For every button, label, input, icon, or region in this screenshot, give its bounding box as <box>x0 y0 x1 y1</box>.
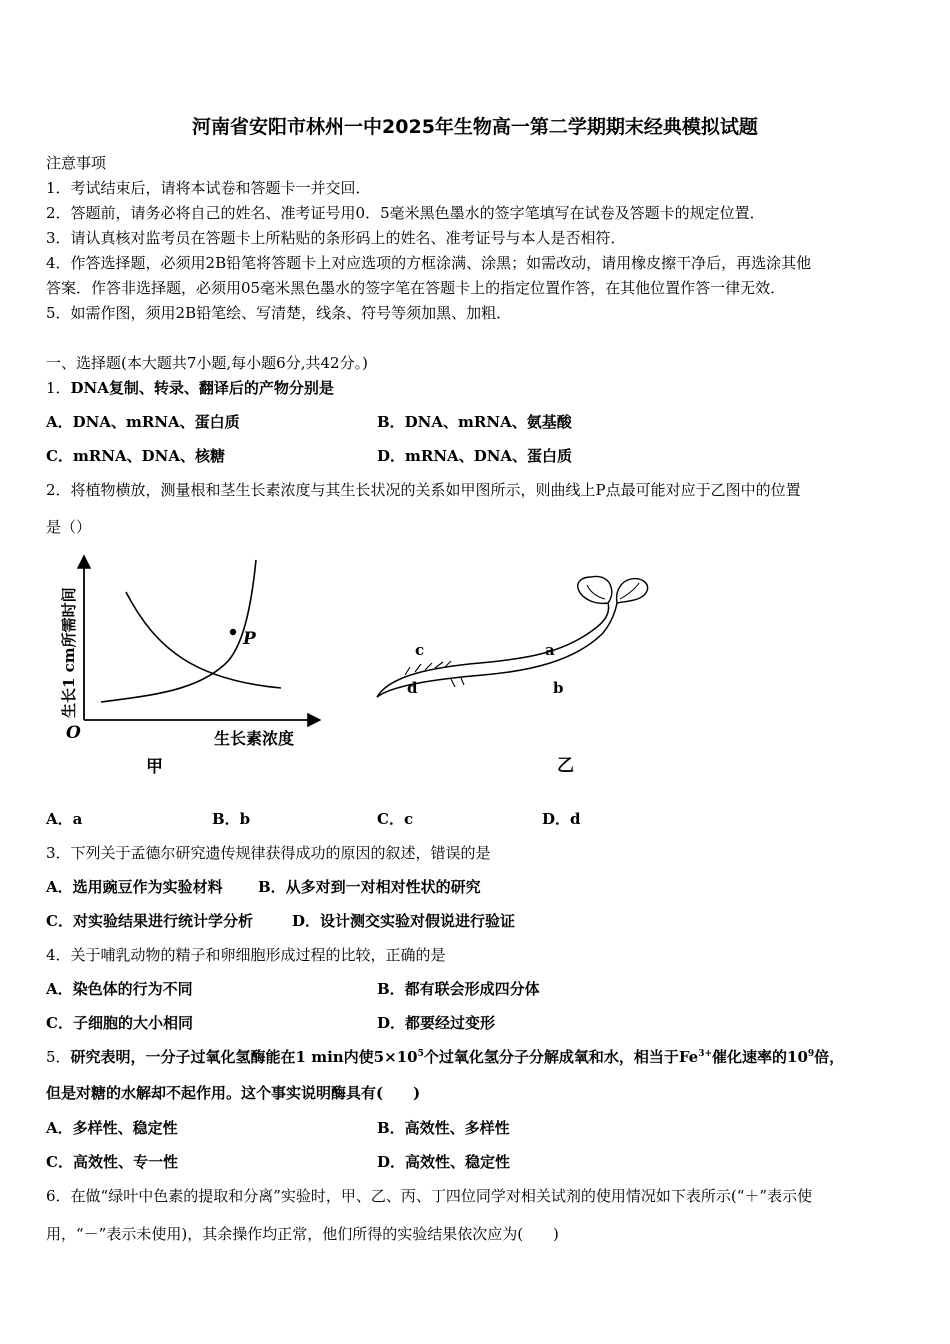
question-4 <box>46 944 446 965</box>
label-b: b <box>553 679 564 697</box>
q1-option-b[interactable]: B．DNA、mRNA、氨基酸 <box>377 413 572 431</box>
q1-option-d[interactable]: D．mRNA、DNA、蛋白质 <box>377 447 573 465</box>
q1-option-c[interactable]: C．mRNA、DNA、核糖 <box>46 447 225 465</box>
question-number: 3． <box>46 844 71 862</box>
graph-jia <box>46 550 346 790</box>
q3-option-c[interactable]: C．对实验结果进行统计学分析 <box>46 912 253 930</box>
q2-option-a[interactable]: A．a <box>46 810 83 828</box>
notice-item: 2．答题前，请务必将自己的姓名、准考证号用0．5毫米黑色墨水的签字笔填写在试卷及答题卡的规定位置． <box>46 204 765 222</box>
question-stem: 将植物横放，测量根和茎生长素浓度与其生长状况的关系如甲图所示，则曲线上P点最可能对应于乙图中的位置 <box>70 481 801 499</box>
seedling-yi <box>365 575 665 785</box>
notice-item: 3．请认真核对监考员在答题卡上所粘贴的条形码上的姓名、准考证号与本人是否相符． <box>46 229 626 247</box>
q3-option-a[interactable]: A．选用豌豆作为实验材料 <box>46 878 223 896</box>
q4-option-a[interactable]: A．染色体的行为不同 <box>46 980 193 998</box>
q5-option-b[interactable]: B．高效性、多样性 <box>377 1119 510 1137</box>
x-axis-label: 生长素浓度 <box>214 729 295 748</box>
question-2-stem-cont: 是（） <box>46 518 92 536</box>
q4-option-b[interactable]: B．都有联会形成四分体 <box>377 980 540 998</box>
question-6 <box>46 1185 812 1206</box>
notice-item: 1．考试结束后，请将本试卷和答题卡一并交回． <box>46 179 371 197</box>
question-number: 4． <box>46 946 71 964</box>
notice-item: 5．如需作图，须用2B铅笔绘、写清楚，线条、符号等须加黑、加粗． <box>46 304 512 322</box>
label-d: d <box>407 679 418 697</box>
question-number: 6． <box>46 1187 71 1205</box>
label-c: c <box>415 641 425 659</box>
q2-option-d[interactable]: D．d <box>542 810 581 828</box>
decreasing-curve <box>126 592 281 688</box>
question-5-stem-cont: 但是对糖的水解却不起作用。这个事实说明酶具有( ) <box>46 1084 421 1102</box>
question-number: 2． <box>46 481 71 499</box>
q3-option-b[interactable]: B．从多对到一对相对性状的研究 <box>258 878 481 896</box>
question-stem: 关于哺乳动物的精子和卵细胞形成过程的比较，正确的是 <box>70 946 446 964</box>
origin-label: O <box>66 723 81 743</box>
question-stem: 在做“绿叶中色素的提取和分离”实验时，甲、乙、丙、丁四位同学对相关试剂的使用情况如下表所示(“＋”表示使 <box>70 1187 813 1205</box>
q3-option-d[interactable]: D．设计测交实验对假说进行验证 <box>292 912 516 930</box>
question-2 <box>46 479 801 500</box>
q1-option-a[interactable]: A．DNA、mRNA、蛋白质 <box>46 413 240 431</box>
figure-caption-yi: 乙 <box>557 756 574 776</box>
question-3 <box>46 842 491 863</box>
question-number: 1． <box>46 379 71 397</box>
y-axis-label: 生长1 cm所需时间 <box>60 587 78 718</box>
question-number: 5． <box>46 1048 71 1066</box>
figure-caption-jia: 甲 <box>146 757 163 777</box>
question-stem: DNA复制、转录、翻译后的产物分别是 <box>70 379 334 397</box>
notice-item: 4．作答选择题，必须用2B铅笔将答题卡上对应选项的方框涂满、涂黑；如需改动，请用橡皮擦干净后，再选涂其他 <box>46 254 812 272</box>
question-stem: 研究表明，一分子过氧化氢酶能在1 min内使$5\times 10^5$个过氧化氢分子分解成氧和水，相当于$Fe^{3+}$催化速率的$10^9$倍， <box>70 1048 845 1066</box>
section-heading: 一、选择题(本大题共7小题,每小题6分,共42分。) <box>46 354 368 372</box>
q2-option-b[interactable]: B．b <box>212 810 251 828</box>
label-a: a <box>545 641 555 659</box>
q4-option-c[interactable]: C．子细胞的大小相同 <box>46 1014 193 1032</box>
q2-option-c[interactable]: C．c <box>377 810 414 828</box>
leaf-left <box>578 576 612 603</box>
question-5 <box>46 1046 844 1067</box>
q4-option-d[interactable]: D．都要经过变形 <box>377 1014 496 1032</box>
leaf-vein <box>587 585 605 599</box>
leaf-vein <box>620 583 639 599</box>
q5-option-d[interactable]: D．高效性、稳定性 <box>377 1153 511 1171</box>
page-title: 河南省安阳市林州一中2025年生物高一第二学期期末经典模拟试题 <box>192 116 758 138</box>
question-stem: 下列关于孟德尔研究遗传规律获得成功的原因的叙述，错误的是 <box>70 844 491 862</box>
q5-option-a[interactable]: A．多样性、稳定性 <box>46 1119 178 1137</box>
point-p-marker <box>230 629 236 635</box>
notice-heading: 注意事项 <box>46 154 107 172</box>
question-1 <box>46 377 334 398</box>
q5-option-c[interactable]: C．高效性、专一性 <box>46 1153 178 1171</box>
notice-item: 答案．作答非选择题，必须用05毫米黑色墨水的签字笔在答题卡上的指定位置作答，在其他位置作答一律无效． <box>46 279 786 297</box>
question-6-stem-cont: 用，“－”表示未使用)，其余操作均正常，他们所得的实验结果依次应为( ) <box>46 1225 559 1243</box>
point-p-label: P <box>243 629 256 649</box>
